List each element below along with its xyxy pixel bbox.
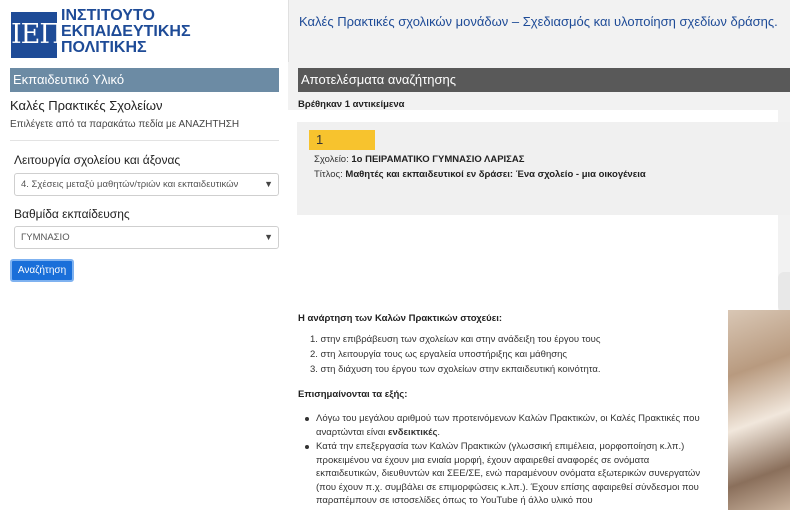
scroll-decoration [778,272,790,312]
list-item [302,412,712,439]
note-emphasis: ενδεικτικές [388,426,438,438]
aims-heading: Η ανάρτηση των Καλών Πρακτικών στοχεύει: [298,313,503,324]
note-text: Κατά την επεξεργασία των Καλών Πρακτικών (γλωσσική επιμέλεια, μορφοποίηση κ.λπ.) προκειμένου να έχουν μια ενιαία μορφή, έχουν αφαιρεθεί αναφορές σε ονόματα εκπαιδευτικών, διευθυντών και ΣΕΕ/ΣΕ, ενώ παραμένουν ονόματα εξωτερικών συνεργατών (που έχουν π.χ. συμβάλει σε επιμορφώσεις κ.λπ.). Έχουν επίσης αφαιρεθεί σύνδεσμοι που παραπέμπουν σε ιστοσελίδες όπως το YouTube ή άλλο υλικό που [316,441,701,506]
divider [10,140,279,141]
page-title: Καλές Πρακτικές σχολικών μονάδων – Σχεδιασμός και υλοποίηση σχεδίων δράσης. [299,14,778,29]
logo-line: ΕΚΠΑΙΔΕΥΤΙΚΗΣ [61,23,191,40]
result-school-line [314,154,524,165]
results-count: Βρέθηκαν 1 αντικείμενα [298,99,405,110]
chevron-down-icon: ▼ [264,179,273,189]
field-label-axis: Λειτουργία σχολείου και άξονας [14,153,181,167]
field-label-level: Βαθμίδα εκπαίδευσης [14,207,130,221]
result-school[interactable]: 1ο ΠΕΙΡΑΜΑΤΙΚΟ ΓΥΜΝΑΣΙΟ ΛΑΡΙΣΑΣ [351,154,525,165]
axis-select[interactable] [14,173,279,196]
result-title[interactable]: Μαθητές και εκπαιδευτικοί εν δράσει: Ένα σχολείο - μια οικογένεια [345,169,646,180]
note-text: Λόγω του μεγάλου αριθμού των προτεινόμενων Καλών Πρακτικών, οι Καλές Πρακτικές που αναρτώνται είναι [316,413,700,438]
logo[interactable] [0,0,288,62]
sidebar-title-bar: Εκπαιδευτικό Υλικό [10,68,279,92]
aims-list [310,334,601,379]
result-card[interactable] [297,122,790,215]
notes-list [302,412,712,509]
notes-heading: Επισημαίνονται τα εξής: [298,389,408,400]
axis-select-value: 4. Σχέσεις μεταξύ μαθητών/τριών και εκπαιδευτικών [21,179,239,190]
logo-line: ΙΝΣΤΙΤΟΥΤΟ [61,7,155,24]
logo-mark: ΙΕΠ [11,12,57,58]
decorative-photo [728,310,790,510]
search-button[interactable]: Αναζήτηση [10,259,74,282]
results-title-bar: Αποτελέσματα αναζήτησης [298,68,790,92]
search-sidebar [0,62,288,510]
chevron-down-icon: ▼ [264,232,273,242]
level-select-value: ΓΥΜΝΑΣΙΟ [21,232,70,243]
result-title-line [314,169,646,180]
list-item: 1. στην επιβράβευση των σχολείων και στην ανάδειξη του έργου τους [310,334,601,345]
result-school-label: Σχολείο: [314,154,349,165]
sidebar-subtitle: Επιλέγετε από τα παρακάτω πεδία με ΑΝΑΖΗΤΗΣΗ [10,119,240,130]
note-end: . [437,426,441,438]
header-title-area [288,0,790,62]
result-title-label: Τίτλος: [314,169,343,180]
level-select[interactable] [14,226,279,249]
page-header [0,0,790,62]
list-item: 2. στη λειτουργία τους ως εργαλεία υποστήριξης και μάθησης [310,349,567,360]
logo-text [61,8,191,56]
sidebar-heading: Καλές Πρακτικές Σχολείων [10,98,163,113]
result-rank-badge: 1 [309,130,375,150]
list-item: 3. στη διάχυση του έργου των σχολείων στην εκπαιδευτική κοινότητα. [310,364,601,375]
results-panel [288,62,790,510]
logo-line: ΠΟΛΙΤΙΚΗΣ [61,39,147,56]
list-item [302,440,712,508]
